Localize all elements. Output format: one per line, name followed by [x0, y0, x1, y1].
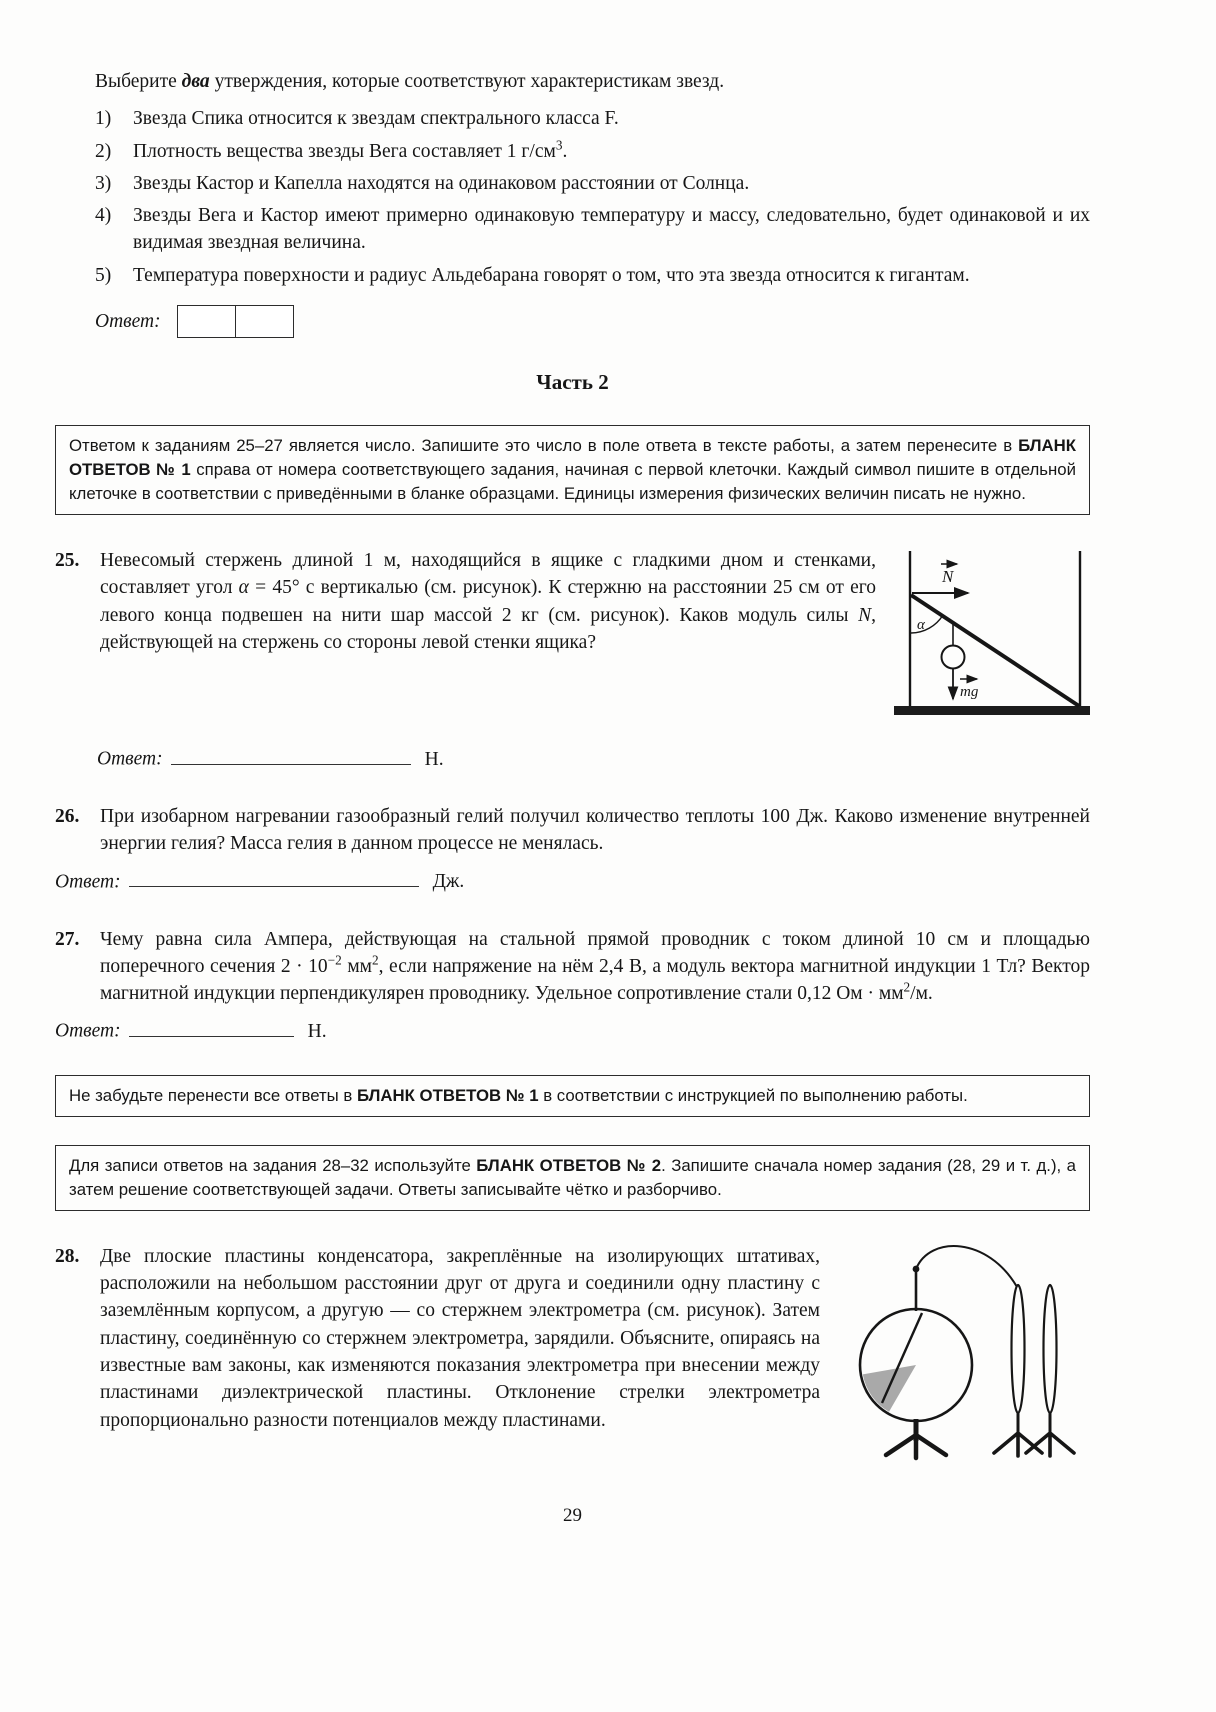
answer-cell	[177, 305, 236, 338]
problem-25-figure	[894, 549, 1090, 729]
option-1	[95, 105, 1090, 132]
answer-blank	[171, 745, 411, 765]
problem-28	[55, 1243, 1090, 1477]
problem-number: 27.	[55, 928, 80, 950]
problem-27	[55, 926, 1090, 1008]
star-task	[95, 68, 1090, 338]
rod	[911, 595, 1079, 706]
option-text: Температура поверхности и радиус Альдебарана говорят о том, что эта звезда относится к гигантам.	[133, 264, 970, 286]
ball	[942, 646, 965, 669]
n-label: N	[942, 567, 954, 586]
option-2	[95, 138, 1090, 165]
option-text: Звезда Спика относится к звездам спектрального класса F.	[133, 108, 619, 130]
answer-unit: Н.	[424, 748, 444, 770]
rod-ball	[913, 1265, 920, 1272]
problem-25-statement: Невесомый стержень длиной 1 м, находящийся в ящике с гладкими дном и стенками, составляет угол α = 45° с вертикалью (см. рисунок). К стержню на расстоянии 25 см от его левого конца подвешен на нити шар массой 2 кг (см. рисунок). Каков модуль силы N, действующей на стержень со стороны левой стенки ящика?	[100, 550, 876, 653]
part-2-heading: Часть 2	[536, 370, 609, 395]
wire	[916, 1246, 1017, 1287]
blank-2-note-box: Для записи ответов на задания 28–32 используйте БЛАНК ОТВЕТОВ № 2. Запишите сначала номер задания (28, 29 и т. д.), а затем решение соответствующей задачи. Ответы записывайте чётко и разборчиво.	[55, 1145, 1090, 1211]
problem-25	[55, 547, 1090, 735]
part-2-instruction-box: Ответом к заданиям 25–27 является число. Запишите это число в поле ответа в тексте работы, а затем перенесите в БЛАНК ОТВЕТОВ № 1 справа от номера соответствующего задания, начиная с первой клеточки. Каждый символ пишите в отдельной клеточке в соответствии с приведёнными в бланке образцами. Единицы измерения физических величин писать не нужно.	[55, 425, 1090, 515]
problem-number: 28.	[55, 1245, 80, 1267]
rod-in-box-diagram	[894, 549, 1090, 721]
answer-unit: Дж.	[432, 871, 465, 893]
floor	[894, 706, 1090, 715]
option-text: Звезды Вега и Кастор имеют примерно одинаковую температуру и массу, следовательно, будет одинаковой и их видимая звездная величина.	[133, 205, 1090, 254]
page-number: 29	[563, 1505, 582, 1527]
answer-line-25	[97, 745, 1090, 773]
capacitor-plate-left	[1012, 1285, 1025, 1413]
problem-26-statement: При изобарном нагревании газообразный гелий получил количество теплоты 100 Дж. Каково изменение внутренней энергии гелия? Масса гелия в данном процессе не менялась.	[100, 806, 1090, 855]
problem-text	[100, 1243, 1090, 1477]
electrometer-needle	[882, 1313, 922, 1403]
problem-text	[100, 547, 1090, 735]
answer-label: Ответ:	[95, 310, 161, 332]
answer-label: Ответ:	[55, 871, 121, 893]
problem-text	[100, 803, 1090, 858]
electrometer-tripod	[886, 1435, 946, 1458]
option-text: Звезды Кастор и Капелла находятся на одинаковом расстоянии от Солнца.	[133, 172, 750, 194]
problem-28-statement: Две плоские пластины конденсатора, закреплённые на изолирующих штативах, расположили на небольшом расстоянии друг от друга и соединили одну пластину с заземлённым корпусом, а другую — со стержнем электрометра (см. рисунок). Затем пластину, соединённую со стержнем электрометра, зарядили. Объясните, опираясь на известные вам законы, как изменяются показания электрометра при внесении между пластинами диэлектрической пластины. Отклонение стрелки электрометра пропорционально разности потенциалов между пластинами.	[100, 1245, 820, 1431]
option-number: 5)	[95, 264, 112, 286]
problem-27-statement: Чему равна сила Ампера, действующая на стальной прямой проводник с током длиной 10 см и площадью поперечного сечения $2 \cdot 10^{-2}$ $мм^2$, если напряжение на нём 2,4 В, а модуль вектора магнитной индукции 1 Тл? Вектор магнитной индукции перпендикулярен проводнику. Удельное сопротивление стали 0,12 Ом · $мм^2/м$.	[100, 928, 1090, 1005]
option-5	[95, 262, 1090, 289]
option-number: 3)	[95, 172, 112, 194]
option-number: 2)	[95, 140, 112, 162]
answer-unit: Н.	[307, 1020, 327, 1042]
problem-number: 26.	[55, 806, 80, 828]
task-prompt: Выберите два утверждения, которые соответствуют характеристикам звезд.	[95, 71, 725, 92]
transfer-note-box: Не забудьте перенести все ответы в БЛАНК ОТВЕТОВ № 1 в соответствии с инструкцией по выполнению работы.	[55, 1075, 1090, 1117]
answer-line-27	[55, 1017, 1090, 1045]
option-number: 4)	[95, 205, 112, 227]
answer-blank	[129, 868, 419, 888]
answer-blank	[129, 1017, 294, 1037]
answer-grid	[177, 305, 294, 338]
electrometer-capacitor-diagram	[838, 1245, 1090, 1463]
capacitor-plate-right	[1044, 1285, 1057, 1413]
alpha-label: α	[917, 617, 925, 633]
answer-cell	[236, 305, 294, 338]
option-3	[95, 170, 1090, 197]
option-number: 1)	[95, 108, 112, 130]
problem-text	[100, 926, 1090, 1008]
mg-label: mg	[960, 684, 979, 700]
answer-label: Ответ:	[97, 748, 163, 770]
problem-number: 25.	[55, 550, 80, 571]
answer-row	[95, 305, 1090, 338]
problem-26	[55, 803, 1090, 858]
angle-arc	[911, 615, 943, 633]
option-4	[95, 202, 1090, 257]
answer-label: Ответ:	[55, 1020, 121, 1042]
option-text: Плотность вещества звезды Вега составляет 1 $г/см^3$.	[133, 137, 568, 162]
problem-28-figure	[838, 1245, 1090, 1471]
answer-line-26	[55, 868, 1090, 896]
